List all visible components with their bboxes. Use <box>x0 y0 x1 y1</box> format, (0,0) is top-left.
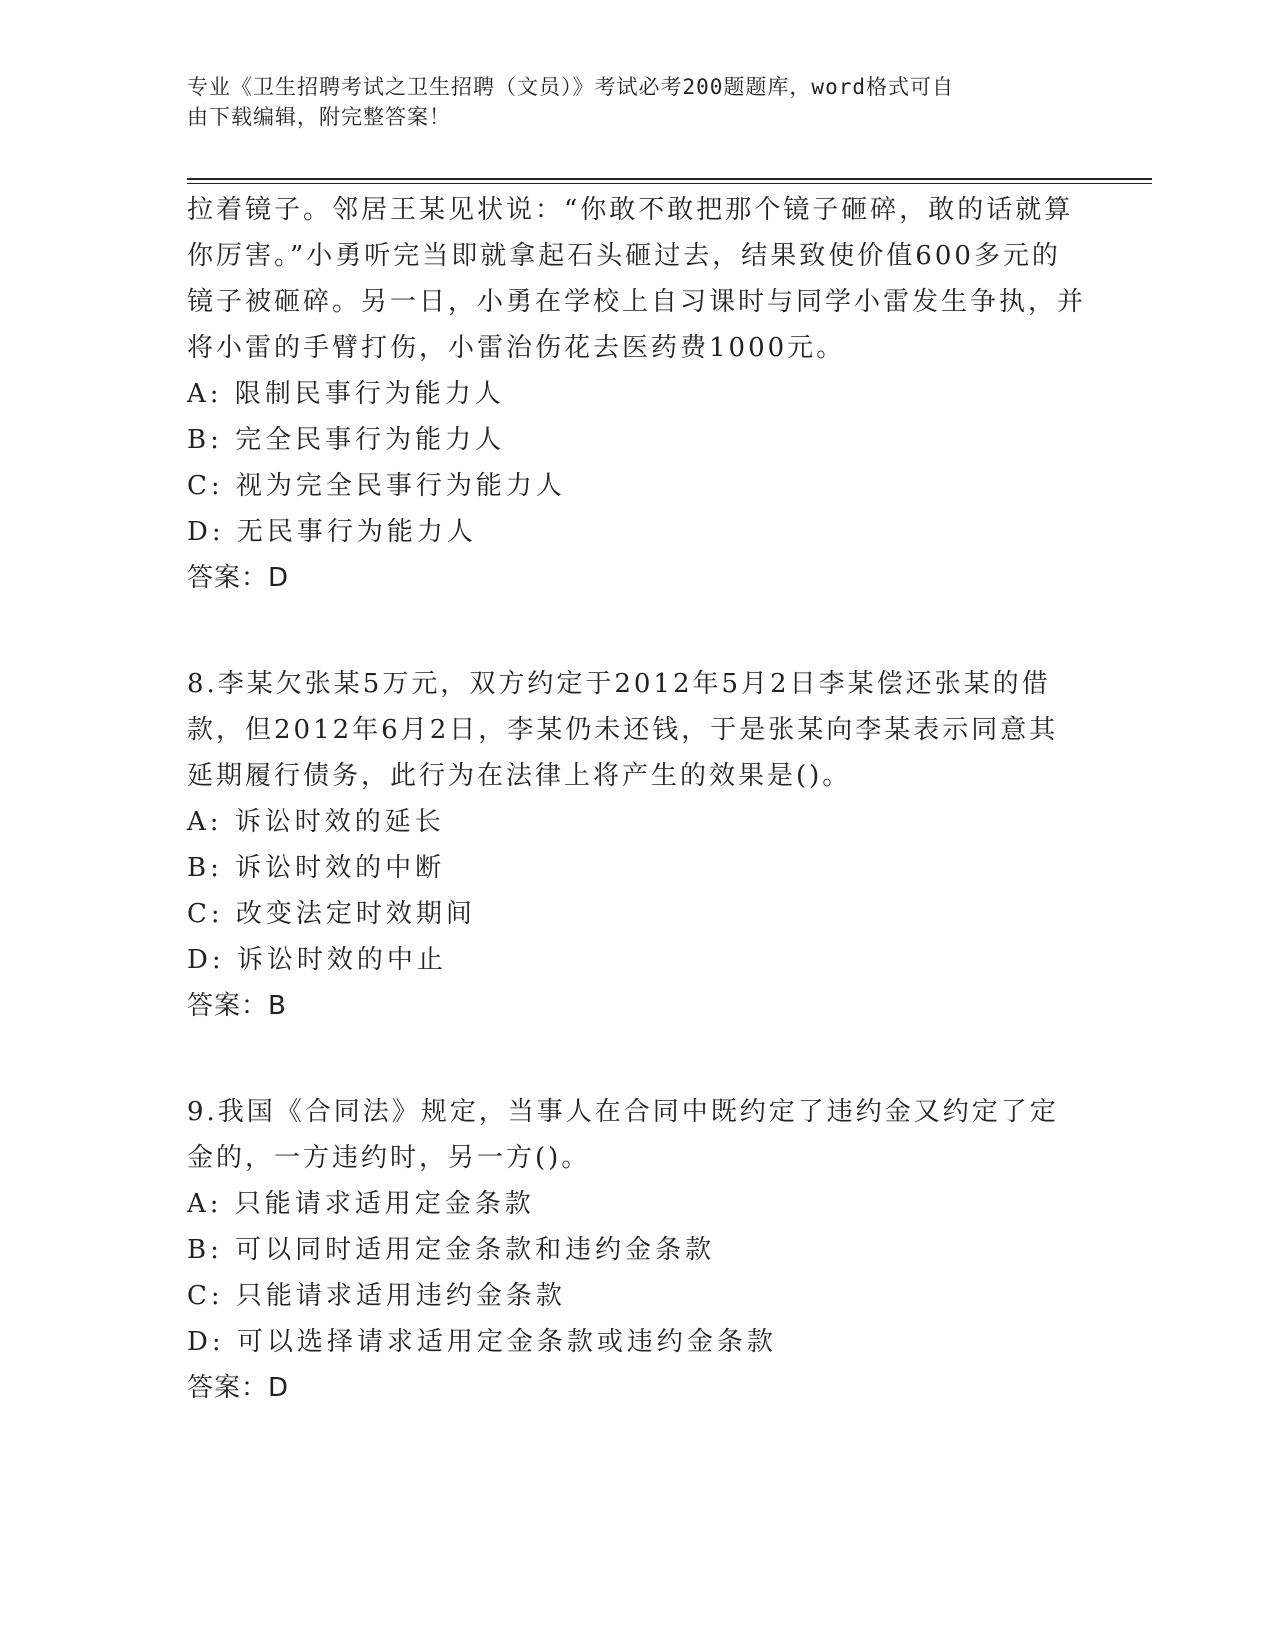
option-a: A: 诉讼时效的延长 <box>187 807 445 837</box>
option-list <box>187 371 1087 555</box>
question-9 <box>187 1089 1087 1411</box>
answer-line: 答案：B <box>187 991 287 1021</box>
question-7-continued <box>187 187 1087 601</box>
answer-line: 答案：D <box>187 563 290 593</box>
question-8 <box>187 661 1087 1029</box>
option-c: C: 只能请求适用违约金条款 <box>187 1281 566 1311</box>
header-divider-thin <box>187 183 1152 184</box>
option-list <box>187 799 1087 983</box>
option-b: B: 可以同时适用定金条款和违约金条款 <box>187 1235 716 1265</box>
option-c: C: 改变法定时效期间 <box>187 899 476 929</box>
header-line-2: 由下载编辑，附完整答案！ <box>187 105 451 129</box>
option-d: D: 可以选择请求适用定金条款或违约金条款 <box>187 1327 777 1357</box>
option-d: D: 诉讼时效的中止 <box>187 945 447 975</box>
option-list <box>187 1181 1087 1365</box>
document-body <box>187 187 1087 1411</box>
option-a: A: 限制民事行为能力人 <box>187 379 505 409</box>
question-text: 8.李某欠张某5万元，双方约定于2012年5月2日李某偿还张某的借款，但2012年6月2日，李某仍未还钱，于是张某向李某表示同意其延期履行债务，此行为在法律上将产生的效果是()。 <box>187 669 1059 791</box>
option-d: D: 无民事行为能力人 <box>187 517 477 547</box>
option-b: B: 诉讼时效的中断 <box>187 853 446 883</box>
header-divider-thick <box>187 178 1152 180</box>
option-c: C: 视为完全民事行为能力人 <box>187 471 566 501</box>
header-line-1: 专业《卫生招聘考试之卫生招聘（文员）》考试必考200题题库，word格式可自 <box>187 75 954 99</box>
question-text: 9.我国《合同法》规定，当事人在合同中既约定了违约金又约定了定金的，一方违约时，另一方()。 <box>187 1097 1059 1173</box>
option-a: A: 只能请求适用定金条款 <box>187 1189 535 1219</box>
document-header <box>187 72 1067 132</box>
question-text: 拉着镜子。邻居王某见状说：“你敢不敢把那个镜子砸碎，敢的话就算你厉害。”小勇听完当即就拿起石头砸过去，结果致使价值600多元的镜子被砸碎。另一日，小勇在学校上自习课时与同学小雷发生争执，并将小雷的手臂打伤，小雷治伤花去医药费1000元。 <box>187 195 1087 363</box>
answer-line: 答案：D <box>187 1373 290 1403</box>
option-b: B: 完全民事行为能力人 <box>187 425 506 455</box>
